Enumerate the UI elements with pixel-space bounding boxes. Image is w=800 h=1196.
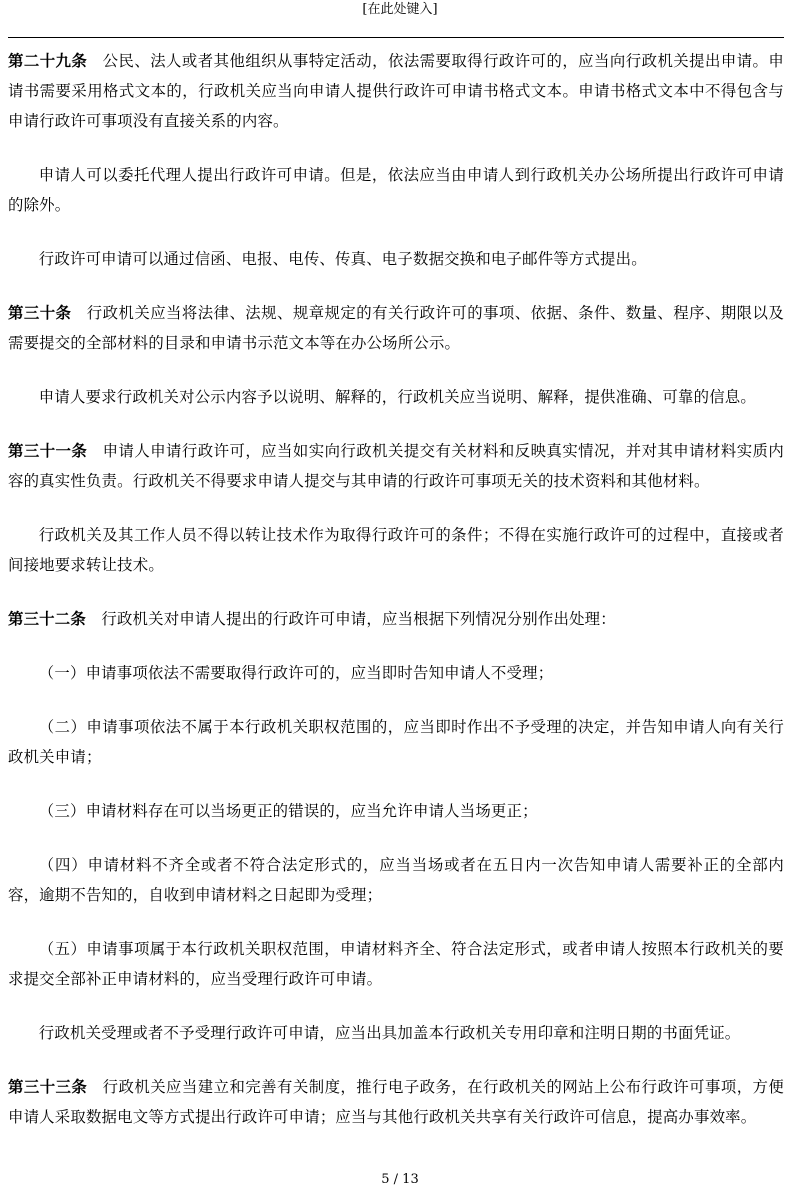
paragraph [8,520,784,580]
list-item [8,850,784,910]
list-item [8,934,784,994]
paragraph-text: （三）申请材料存在可以当场更正的错误的，应当允许申请人当场更正； [38,802,538,820]
list-item [8,712,784,772]
article-title: 第三十条 [8,304,72,322]
list-item [8,658,784,688]
page-header [0,0,800,40]
article-title: 第三十一条 [8,442,88,460]
article-text: 申请人申请行政许可，应当如实向行政机关提交有关材料和反映真实情况，并对其申请材料实质内容的真实性负责。行政机关不得要求申请人提交与其申请的行政许可事项无关的技术资料和其他材料。 [8,442,784,490]
article-title: 第三十二条 [8,610,86,628]
paragraph-text: 行政机关受理或者不予受理行政许可申请，应当出具加盖本行政机关专用印章和注明日期的书面凭证。 [38,1024,741,1042]
paragraph-text: 申请人可以委托代理人提出行政许可申请。但是，依法应当由申请人到行政机关办公场所提出行政许可申请的除外。 [8,166,784,214]
paragraph-text: 行政机关及其工作人员不得以转让技术作为取得行政许可的条件；不得在实施行政许可的过程中，直接或者间接地要求转让技术。 [8,526,784,574]
article-32 [8,604,784,634]
paragraph-text: 行政许可申请可以通过信函、电报、电传、传真、电子数据交换和电子邮件等方式提出。 [38,250,647,268]
article-title: 第三十三条 [8,1078,88,1096]
article-text: 行政机关应当将法律、法规、规章规定的有关行政许可的事项、依据、条件、数量、程序、期限以及需要提交的全部材料的目录和申请书示范文本等在办公场所公示。 [8,304,784,352]
paragraph [8,244,784,274]
paragraph-text: （二）申请事项依法不属于本行政机关职权范围的，应当即时作出不予受理的决定，并告知申请人向有关行政机关申请； [8,718,784,766]
article-30 [8,298,784,358]
document-body [8,46,784,1156]
paragraph-text: （四）申请材料不齐全或者不符合法定形式的，应当当场或者在五日内一次告知申请人需要补正的全部内容，逾期不告知的，自收到申请材料之日起即为受理； [8,856,784,904]
article-title: 第二十九条 [8,52,88,70]
paragraph-text: 申请人要求行政机关对公示内容予以说明、解释的，行政机关应当说明、解释，提供准确、可靠的信息。 [38,388,756,406]
article-text: 行政机关对申请人提出的行政许可申请，应当根据下列情况分别作出处理： [101,610,616,628]
article-text: 公民、法人或者其他组织从事特定活动，依法需要取得行政许可的，应当向行政机关提出申请。申请书需要采用格式文本的，行政机关应当向申请人提供行政许可申请书格式文本。申请书格式文本中不得包含与申请行政许可事项没有直接关系的内容。 [8,52,784,130]
paragraph [8,1018,784,1048]
article-33 [8,1072,784,1132]
paragraph-text: （一）申请事项依法不需要取得行政许可的，应当即时告知申请人不受理； [38,664,554,682]
article-31 [8,436,784,496]
paragraph [8,382,784,412]
list-item [8,796,784,826]
article-29 [8,46,784,136]
paragraph-text: （五）申请事项属于本行政机关职权范围，申请材料齐全、符合法定形式，或者申请人按照本行政机关的要求提交全部补正申请材料的，应当受理行政许可申请。 [8,940,784,988]
page-number: 5 / 13 [381,1172,419,1187]
article-text: 行政机关应当建立和完善有关制度，推行电子政务，在行政机关的网站上公布行政许可事项，方便申请人采取数据电文等方式提出行政许可申请；应当与其他行政机关共享有关行政许可信息，提高办事效率。 [8,1078,784,1126]
paragraph [8,160,784,220]
header-placeholder-text: [在此处键入] [362,2,438,17]
header-divider [8,37,784,38]
